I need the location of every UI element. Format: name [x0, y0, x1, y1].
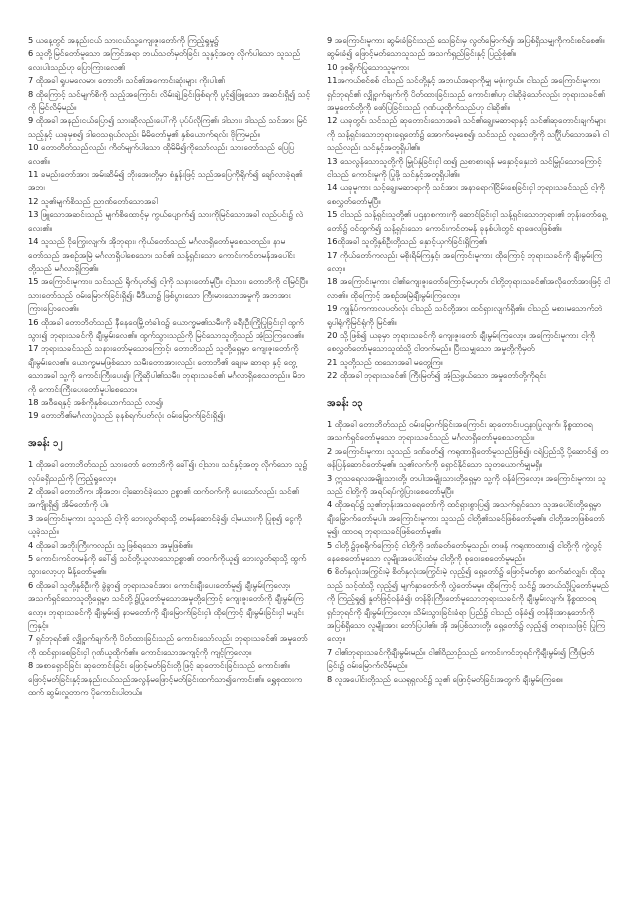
verse: 17 ကိုယ်တော်ကလည်း မစိုးရိမ်ကြနှင့်၊ အကြောင်းမူကား ထိုကြောင့် ဘုရားသခင်ကို ချီးမွမ်းကြလော့။: [327, 249, 603, 273]
verse: 8 အစာရှောင်ခြင်း ဆုတောင်းခြင်း ဖြောင့်မတ်ခြင်းတို့ဖြင့် ဆုတောင်းခြင်းသည် ကောင်း၏။ ဖြောင့်မတ်ခြင်းနှင့်အနည်းငယ်သည်အလွန်မဖြောင့်မတ်ခြင်းထက်သာ၍ကောင်း၏။ ရွှေစုထားကထက် ဆွမ်းလှူတာက ပိုကောင်းပါတယ်။: [28, 660, 303, 698]
verse: 5 ငါတို့၌ဒုစရိုက်ကြောင့် ငါတို့ကို ဒဏ်ခတ်တော်မူသည်၊ တဖန် ကရုဏာထား၍ ငါတို့ကို ကွဲလွင့်နေစေတော်မူသော လူမျိုးအပေါင်းထံမှ ငါတို့ကို စုဝေးစေတော်မူမည်။: [327, 539, 602, 564]
verse: 5 ယနေ့တွင် အနည်းငယ် သားငယ်သူ့ကျေးဇူးတော်ကို ကြည့်ရှုမှု၌: [28, 35, 219, 45]
verse: 11 ခမည်းတော်အား အမ်းဆိမ်၍ ဘိုးအေးတို့မှာ စံနှုန်းဖြင့် သည်အပြေကိုရိုက်၍ ချော်လာခဲ့ရ၏ အဘ၊: [28, 169, 303, 193]
verse: 15 ငါသည် သန့်ရှင်းသူတို့၏ ပဌနာစကားကို ဆောင်ခြင်းငှါ သန့်ရှင်းသောဘုရား၏ ဘုန်းတော်ရှေ့တော်၌ ဝင်ထွက်၍ သန့်ရှင်းသော ကောင်းကင်တမန် ခုနစ်ပါးတွင် ရာဖေလဖြစ်၏။: [327, 209, 607, 233]
verse: 8 ထိုကြောင့် သင်မျက်စိကို သည့်အကြောင်း လိမ်းချဲ့ခြင်းဖြစ်ရကို ပွင့်၍ဖြူသော အဆင်းရှိ၍ သင့်ကို မြင်လိမ့်မည်။: [28, 88, 311, 113]
verse: 15 အကြောင်းမူကား၊ သင်သည် ရိုက်ပုတ်၍ ငါ့ကို သနားတော်မူပြီ။ ငါ့သား၊ တောဘိကို ငါမြင်ပြီ။ သားတော်သည် ဝမ်းမြောက်ခြင်းရှိ၍၊ မီဒီယာ၌ ဖြစ်ပွားသော ကြီးမားသောအမှုကို အဘအား ကြားပြောလေ၏။: [28, 276, 308, 314]
verse: 11အကယ်စင်စစ် ငါသည် သင်တို့နှင့် အဘယ်အရာကိုမျှ မဖုံးကွယ်။ ငါသည် အကြောင်းမူကား ရှင်ဘုရင်၏ လျှို့ဝှက်ချက်ကို ပိတ်ထားခြင်းသည် ကောင်း၏ဟု ငါဆိုခဲ့သော်လည်း ဘုရားသခင်၏ အမှုတော်တို့ကို ဖော်ပြခြင်းသည် ဂုဏ်ယူထိုက်သည်ဟု ငါဆို၏။: [327, 75, 605, 113]
verse: 18 အဝီရေနှင့် အစ်ကိုနှစ်ယောက်သည် လာ၍၊: [28, 396, 164, 407]
verse: 10 ဒုစရိုက်ပြုသောသူမူကား: [327, 61, 410, 72]
verse: 19 တောဘိ၏မင်္ဂလာပွဲသည် ခုနစ်ရက်ပတ်လုံး ဝမ်းမြောက်ခြင်းရှိ၍၊: [28, 410, 225, 421]
verse: 7 ထိုအခါ ရှုပမလေမာ၊ တောဘိ၊ သင်၏အကောင်းဆုံးများ ကိုးပါး၏: [28, 75, 225, 86]
chapter-heading: အခန်း ၁၃: [327, 397, 363, 409]
left-column: [28, 34, 311, 882]
verse: 9 ထိုအခါ အနည်းငယ်ပြော၍ သားဆိုလည်းပေါ်ကို ပုပ်ပ်လိုကြ၏၊ ဒါသား၊ ဒါသည် သင်အား မြင်သည့်နှင့် ယခုမှစ၍ ဒါဝေသရှယ်လည်း မိမိတော်မှု၏ နှစ်ယောက်ရလ်း ဗိုကြမည်။: [28, 115, 308, 139]
verse: 17 ဘုရားသခင်သည် သနားတော်မူသောကြောင့်၊ တောဘိသည် သူတို့ရှေ့မှာ ကျေးဇူးတော်ကို ချီးမွမ်းလေ၏။ ယောက္ခမမဖြစ်သော သမီးတောအားလည်း တောဘိ၏ ချေးမ ဆာရာ နှင့် တွေ့သောအခါ သူ့ကို ကောင်းကြီးပေး၍၊ ကြိုဆိုပါ၏သမီး၊ ဘုရားသခင်၏ မင်္ဂလာရှိစေသတည်း။ မိဘကို ကောင်းကြီးပေးတော်မူပါစေသော။: [28, 343, 306, 394]
verse: 16 ထိုအခါ တောဘိတ်သည် နီနေဝေမြို့တံခါးဝ၌ ယောက္ခမ၏သမီးကို ခရီးဦးကြိုပြုခြင်းငှါ ထွက်သွား၍ ဘုရားသခင်ကို ချီးမွမ်းလေ၏။ ထွက်သွားသည်ကို မြင်သောသူတို့သည် အံ့ဩကြလေ၏။: [28, 316, 304, 340]
verse: 7 ငါ၏ဘုရားသခင်ကိုချီးမွမ်းမည်။ ငါ၏ဝိညာဉ်သည် ကောင်းကင်ဘုရင်ကိုချီးမွမ်း၍ ကြီးမြတ်ခြင်း၌ ဝမ်းမြောက်လိမ့်မည်။: [327, 646, 595, 671]
verse: 22 ထိုအခါ ဘုရားသခင်၏ ကြီးမြတ်၍ အံ့ဩဖွယ်သော အမှုတော်တို့ကိုရင်း: [327, 370, 547, 381]
verse: 1 ထိုအခါ တောဘိတ်သည် ဝမ်းမြောက်ခြင်းအကြောင်း ဆုတောင်းပဌနာပြုလျက်၊ နိစ္စထာဝရအသက်ရှင်တော်မူသော ဘုရားသခင်သည် မင်္ဂလာရှိတော်မူစေသတည်း။: [327, 418, 593, 443]
verse: 7 ရှင်ဘုရင်၏ လျှို့ဝှက်ချက်ကို ပိတ်ထားခြင်းသည် ကောင်းသော်လည်း ဘုရားသခင်၏ အမှုတော်ကို ထင်ရှားစေခြင်းငှါ ဂုဏ်ယူထိုက်၏။ ကောင်းသောအကျင့်ကို ကျင့်ကြလော့။: [28, 633, 308, 657]
verse: 2 ထိုအခါ တောဘိက၊ အိုအဘ၊ ငါ့ဆောင်ခဲ့သော ဥစ္စာ၏ ထက်ဝက်ကို ပေးသော်လည်း သင်၏ အကျိုးရှိ၍ အိမ်တော်ကို ပါ။: [28, 486, 299, 510]
verse: 6 သူတို့မြင်တော်မူသော အကြင်အရာ ဘယ်သတ်မှတ်ခြင်း သူနှင့်အတူ လိုက်ပါသော သူသည် လေးပါးသည်ဟု ပြောကြားလေ၏: [28, 48, 301, 72]
verse: 12 သူ၏မျက်စိသည် ညာဏ်တော်သောအခါ: [28, 195, 158, 206]
verse: 16ထိုအခါ သူတို့နှစ်ဦးတို့သည် နှောင့်ယှက်ခြင်းရှိကြ၏၊: [327, 236, 488, 247]
verse: 4 ထိုအခါ အဘိုးကြီးကလည်း သူ့ဖြစ်ရသော အမှုဖြစ်၏။: [28, 539, 193, 550]
verse: 3 အကြောင်းမူကား သူသည် ငါ့ကို ဘေးလွတ်ရာသို့ တမန်ဆောင်ခဲ့၍၊ ငါ့မယားကို ပြုစု၍ ငွေကို ယူခဲ့သည်။: [28, 512, 302, 537]
verse: 13 ဖြူသောအဆင်းသည် မျက်စိထောင့်မှ ကွယ်ပျောက်၍ သားကိုမြင်သောအခါ လည်ပင်း၌ လဲလေး၏။: [28, 209, 304, 233]
verse: 1 ထိုအခါ တောဘိတ်သည် သားတော် တောဘိကို ခေါ်၍၊ ငါ့သား၊ သင်နှင့်အတူ လိုက်သော သူ၌ လုပ်ခရှိသည်ကို ကြည့်ရှုလော့။: [28, 459, 308, 483]
verse: 5 ကောင်းကင်တမန်ကို ခေါ်၍ သင်တို့ယူလာသောဥစ္စာ၏ တဝက်ကိုယူ၍ ဘေးလွတ်ရာသို့ ထွက်သွားလော့ဟု မိန့်တော်မူ၏။: [28, 553, 307, 577]
verse: 6 ထိုအခါ သူတို့နှစ်ဦးကို ခွဲခွာ၍ ဘုရားသခင်အား ကောင်းချီးပေးတော်မူ၍ ချီးမွမ်းကြလော့၊ အသက်ရှင်သောသူတို့ရှေ့မှာ သင်တို့၌ပြုတော်မူသောအမှုတို့ကြောင့် ကျေးဇူးတော်ကို ချီးမွမ်းကြလော့။ ဘုရားသခင်ကို ချီးမွမ်း၍ နာမတော်ကို ချီးမြောက်ခြင်းငှါ၊ ထိုကြောင့် ချီးမွမ်းခြင်းငှါ မပျင်းကြနှင့်။: [28, 579, 304, 631]
verse: 19 ကျွန်ုပ်ကကာလပတ်လုံး ငါသည် သင်တို့အား ထင်ရှားလျက်ရှိ၏။ ငါသည် မစားမသောက်ဘဲ ရူပါရုံကိုမြင်ရုံကို မြင်၏။: [327, 303, 603, 327]
right-column: [327, 34, 610, 882]
verse: 10 တောတိတ်သည်လည်း ကိတ်မျက်ပါသော ထိုမိမိ၍ကိုသော်လည်း သားတော်သည် ပြေပြလေ၏။: [28, 142, 295, 166]
verse: 18 အကြောင်းမူကား ငါ၏ကျေးဇူးတော်ကြောင့်မဟုတ်၊ ငါတို့ဘုရားသခင်၏အလိုတော်အားဖြင့် ငါလာ၏။ ထိုကြောင့် အစဉ်အမြဲချီးမွမ်းကြလော့။: [327, 276, 610, 300]
verse: 20 သို့ဖြစ်၍ ယခုမှာ ဘုရားသခင်ကို ကျေးဇူးတော် ချီးမွမ်းကြလော့။ အကြောင်းမူကား ငါ့ကိုစေလွှတ်တော်မူသောသူထံသို့ ငါတက်မည်။ ပြီးသမျှသော အမှုတို့ကိုမှတ်: [327, 329, 596, 354]
verse: 8 လူအပေါင်းတို့သည် ယေရုရှလင်၌ သူ၏ ဖြောင့်မတ်ခြင်းအတွက် ချီးမွမ်းကြစေ။: [327, 673, 563, 684]
verse: 3 ဣသရေလအမျိုးသားတို့၊ တပါးအမျိုးသားတို့ရှေ့မှာ သူ့ကို ဝန်ခံကြလော့။ အကြောင်းမူကား သူသည် ငါတို့ကို အရပ်ရပ်ကွဲပြားစေတော်မူပြီ။: [327, 472, 606, 496]
verse: 13 သေလွန်သောသူတို့ကို မြှုပ်နှံခြင်းငှါ ထ၍ ညစာစားရန် မနှောင့်နှေးဘဲ သင်မြှုပ်သောကြောင့် ငါသည် ကောင်းမှုကို ပြုဖို့ သင်နှင့်အတူရှိပါ၏။: [327, 155, 602, 180]
verse: 2 အကြောင်းမူကား သူသည် ဒဏ်ခတ်၍ ကရုဏာရှိတော်မူသည်ဖြစ်၍၊ ငရဲပြည်သို့ ပို့ဆောင်၍ တဖန်ပြန်ဆောင်တော်မူ၏။ သူ၏လက်ကို ရှောင်နိုင်သော သူတယောက်မျှမရှိ။: [327, 445, 609, 470]
verse: 12 ယခုတွင်၊ သင်သည် ဆုတောင်းသောအခါ၊ သင်၏ချွေးမဆာရာနှင့် သင်၏ဆုတောင်းချက်များကို သန့်ရှင်းသောဘုရားရှေ့တော်၌ အောက်မေ့စေ၍၊ သင်သည် လူသေတို့ကို သင်္ဂြိုဟ်သောအခါ၊ ငါသည်လည်း သင်နှင့်အတူရှိပါ၏။: [327, 115, 609, 153]
verse: 9 အကြောင်းမူကား ဆွမ်းခံခြင်းသည် သေခြင်းမှ လွတ်မြောက်၍၊ အပြစ်ရှိသမျှကိုကင်းစင်စေ၏။ ဆွမ်းခံ၍ ဖြောင့်မတ်သောသူသည် အသက်ရှည်ခြင်းနှင့် ပြည့်စုံ၏။: [327, 35, 605, 59]
verse: 14 ယခုမူကား သင့်ချွေးမဆာရာကို သင်အား အနာရောဂါငြိမ်းစေခြင်းငှါ ဘုရားသခင်သည် ငါ့ကို စေလွှတ်တော်မူပြီ။: [327, 182, 605, 206]
verse: 6 စိတ်နှလုံးအကြွင်းမဲ့ စိတ်နှလုံးအကြွင်းမဲ့ လှည့်၍ ရှေ့တော်၌ ဖြောင့်မတ်စွာ ဆက်ဆံလျှင်၊ ထိုသူသည် သင့်ထံသို့ လှည့်၍ မျက်နှာတော်ကို လွှဲတော်မမူ။ ထိုကြောင့် သင်၌ အဘယ်သို့ပြုတော်မူမည်ကို ကြည့်ရှု၍ နှုတ်ဖြင့်ဝန်ခံ၍၊ တန်ခိုးကြီးတော်မူသောဘုရားသခင်ကို ချီးမွမ်းလျက်၊ နိစ္စထာဝရရှင်ဘုရင်ကို ချီးမွမ်းကြလော့။ သိမ်းသွားခြင်းခံရာ ပြည်၌ ငါသည် ဝန်ခံ၍ တန်ခိုးအာနုဘော်ကို အပြစ်ရှိသော လူမျိုးအား ဘော်ပြပါ၏။ အို အပြစ်သားတို့၊ ရှေ့တော်၌ လှည့်၍ တရားသဖြင့် ပြုကြလော့။: [327, 566, 609, 644]
verse: 21 သူတို့သည် ထသောအခါ မတွေ့ကြ။: [327, 356, 443, 367]
chapter-heading: အခန်း ၁၂: [28, 437, 63, 449]
verse: 4 ထိုအရပ်၌ သူ၏ဘုန်းအသရေတော်ကို ထင်ရှားစွာပြ၍ အသက်ရှင်သော သူအပေါင်းတို့ရှေ့မှာ ချီးမြှောက်တော်မူပါ။ အကြောင်းမူကား သူသည် ငါတို့၏သခင်ဖြစ်တော်မူ၏။ ငါတို့အဘဖြစ်တော်မူ၍၊ ထာဝရ ဘုရားသခင်ဖြစ်တော်မူ၏။: [327, 499, 605, 537]
verse: 14 သူသည် ငိုကြွေးလျက်၊ အိုဘုရား၊ ကိုယ်တော်သည် မင်္ဂလာရှိတော်မူစေသတည်း၊ နာမတော်သည် အစဉ်အမြဲ မင်္ဂလာရှိပါစေသော၊ သင်၏ သန့်ရှင်းသော ကောင်းကင်တမန်အပေါင်းတို့သည် မင်္ဂလာရှိကြ၏။: [28, 236, 295, 273]
